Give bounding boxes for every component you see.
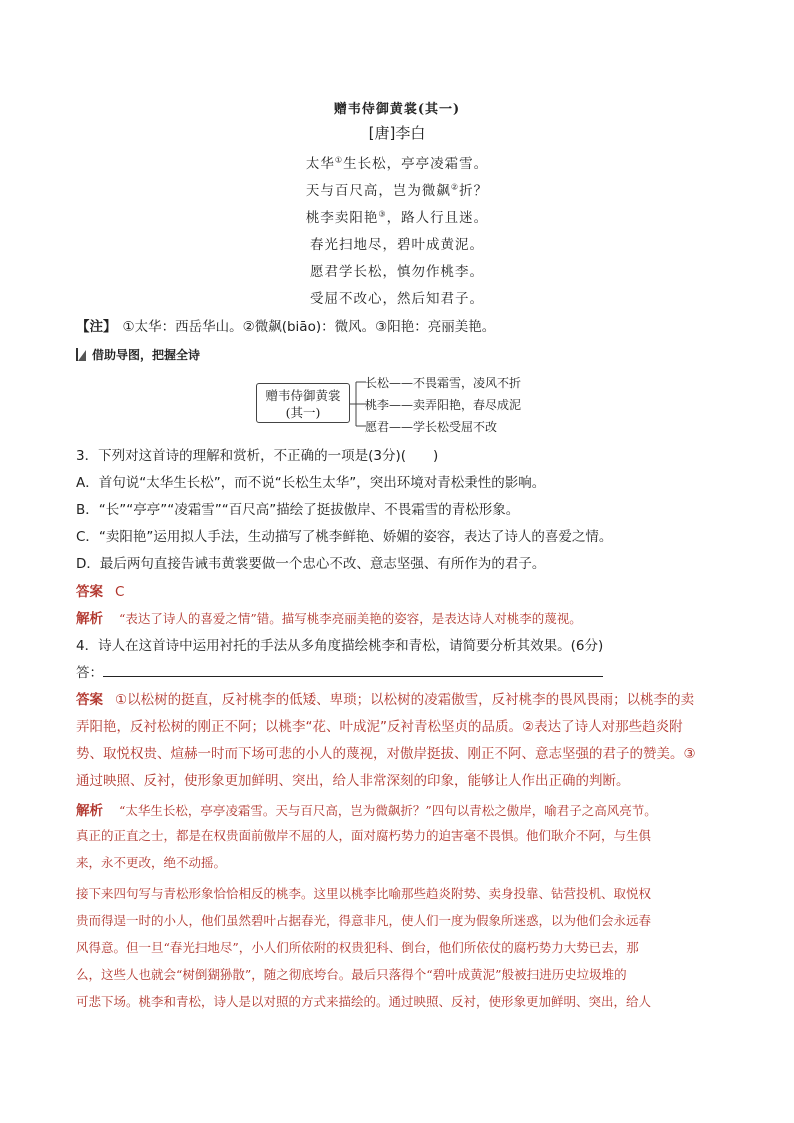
- explain-text: “表达了诗人的喜爱之情”错。描写桃李亮丽美艳的姿容，是表达诗人对桃李的蔑视。: [119, 611, 582, 626]
- poem-line: 春光扫地尽，碧叶成黄泥。: [310, 237, 484, 253]
- mind-map-branch: 愿君——学长松受屈不改: [365, 420, 498, 434]
- poem-line: 愿君学长松，慎勿作桃李。: [310, 264, 484, 280]
- question-4-explain-line: 真正的正直之士，都是在权贵面前傲岸不屈的人，面对腐朽势力的迫害毫不畏惧。他们耿介不阿，与生俱: [76, 828, 652, 843]
- answer-label: 答案: [76, 692, 103, 708]
- poem-notes: [76, 315, 495, 335]
- mind-map-brace: [350, 376, 366, 432]
- answer-label: 答案: [76, 584, 103, 600]
- poem-line: 太华①生长松，亭亭凌霜雪。: [305, 155, 489, 172]
- question-3-option-a: A．首句说“太华生长松”，而不说“长松生太华”，突出环境对青松秉性的影响。: [76, 475, 546, 491]
- question-3-option-b: B．“长”“亭亭”“凌霜雪”“百尺高”描绘了挺拔傲岸、不畏霜雪的青松形象。: [76, 502, 520, 518]
- question-4-answer-line: 答案 ①以松树的挺直，反衬桃李的低矮、卑琐；以松树的凌霜傲雪，反衬桃李的畏风畏雨；以桃李的卖: [76, 692, 695, 708]
- note-text: ①太华：西岳华山。②微飙(biāo)：微风。③阳艳：亮丽美艳。: [122, 319, 496, 335]
- question-4-explain-line: 来，永不更改，绝不动摇。: [76, 855, 227, 870]
- answer-prompt: 答：: [76, 665, 103, 681]
- question-4-explain-line: 接下来四句写与青松形象恰恰相反的桃李。这里以桃李比喻那些趋炎附势、卖身投靠、钻营投机、取悦权: [76, 886, 652, 901]
- question-4-explain-line: 解析 “太华生长松，亭亭凌霜雪。天与百尺高，岂为微飙折？”四句以青松之傲岸，喻君子之高风亮节。: [76, 803, 657, 819]
- poem-line: 受屈不改心，然后知君子。: [310, 291, 484, 307]
- question-4-answer-line: 弄阳艳，反衬松树的刚正不阿；以桃李“花、叶成泥”反衬青松坚贞的品质。②表达了诗人对那些趋炎附: [76, 719, 683, 735]
- question-4-answer-field: [76, 661, 726, 681]
- explain-label: 解析: [76, 611, 103, 627]
- mind-map-center-title: 赠韦侍御黄裳: [265, 388, 341, 403]
- question-4-answer-line: 势、取悦权贵、煊赫一时而下场可悲的小人的蔑视，对傲岸挺拔、刚正不阿、意志坚强的君子的赞美。③: [76, 746, 696, 762]
- mind-map-branch: 桃李——卖弄阳艳，春尽成泥: [365, 398, 522, 412]
- answer-value: C: [115, 584, 125, 600]
- question-3-explanation: [76, 607, 726, 627]
- poem-line: 桃李卖阳艳③，路人行且迷。: [305, 209, 489, 226]
- mind-map-branch: 长松——不畏霜雪，凌风不折: [365, 376, 522, 390]
- question-3-option-c: C．“卖阳艳”运用拟人手法，生动描写了桃李鲜艳、娇媚的姿容，表达了诗人的喜爱之情。: [76, 529, 613, 545]
- question-4-explain-line: 风得意。但一旦“春光扫地尽”，小人们所依附的权贵犯科、倒台，他们所依仗的腐朽势力大势已去，那: [76, 940, 639, 955]
- question-4-explain-line: 可悲下场。桃李和青松，诗人是以对照的方式来描绘的。通过映照、反衬，使形象更加鲜明、突出，给人: [76, 994, 652, 1009]
- question-4-stem: 4．诗人在这首诗中运用衬托的手法从多角度描绘桃李和青松，请简要分析其效果。(6分): [76, 638, 604, 654]
- section-title: 借助导图，把握全诗: [92, 348, 201, 362]
- note-tag: 【注】: [76, 319, 117, 335]
- question-4-answer-line: 通过映照、反衬，使形象更加鲜明、突出，给人非常深刻的印象，能够让人作出正确的判断。: [76, 773, 630, 789]
- poem-author: [唐]李白: [368, 124, 426, 142]
- question-3-answer: [76, 580, 726, 600]
- answer-blank[interactable]: [103, 664, 603, 677]
- mind-map-center: [256, 383, 350, 423]
- mind-map-center-subtitle: (其一): [285, 405, 321, 420]
- question-4-explain-line: 贵而得逞一时的小人，他们虽然碧叶占据春光，得意非凡，使人们一度为假象所迷惑，以为他们会永远春: [76, 913, 652, 928]
- section-heading: [76, 346, 200, 363]
- question-3-stem: 3．下列对这首诗的理解和赏析，不正确的一项是(3分)( ): [76, 448, 439, 464]
- question-3-option-d: D．最后两句直接告诫韦黄裳要做一个忠心不改、意志坚强、有所作为的君子。: [76, 556, 546, 572]
- poem-title: 赠韦侍御黄裳(其一): [333, 102, 461, 117]
- explain-label: 解析: [76, 803, 103, 819]
- poem-line: 天与百尺高，岂为微飙②折？: [305, 182, 489, 199]
- mind-map: [256, 374, 556, 434]
- question-4-explain-line: 么，这些人也就会“树倒猢狲散”，随之彻底垮台。最后只落得个“碧叶成黄泥”般被扫进历史垃圾堆的: [76, 967, 627, 982]
- section-flag-icon: [76, 348, 86, 361]
